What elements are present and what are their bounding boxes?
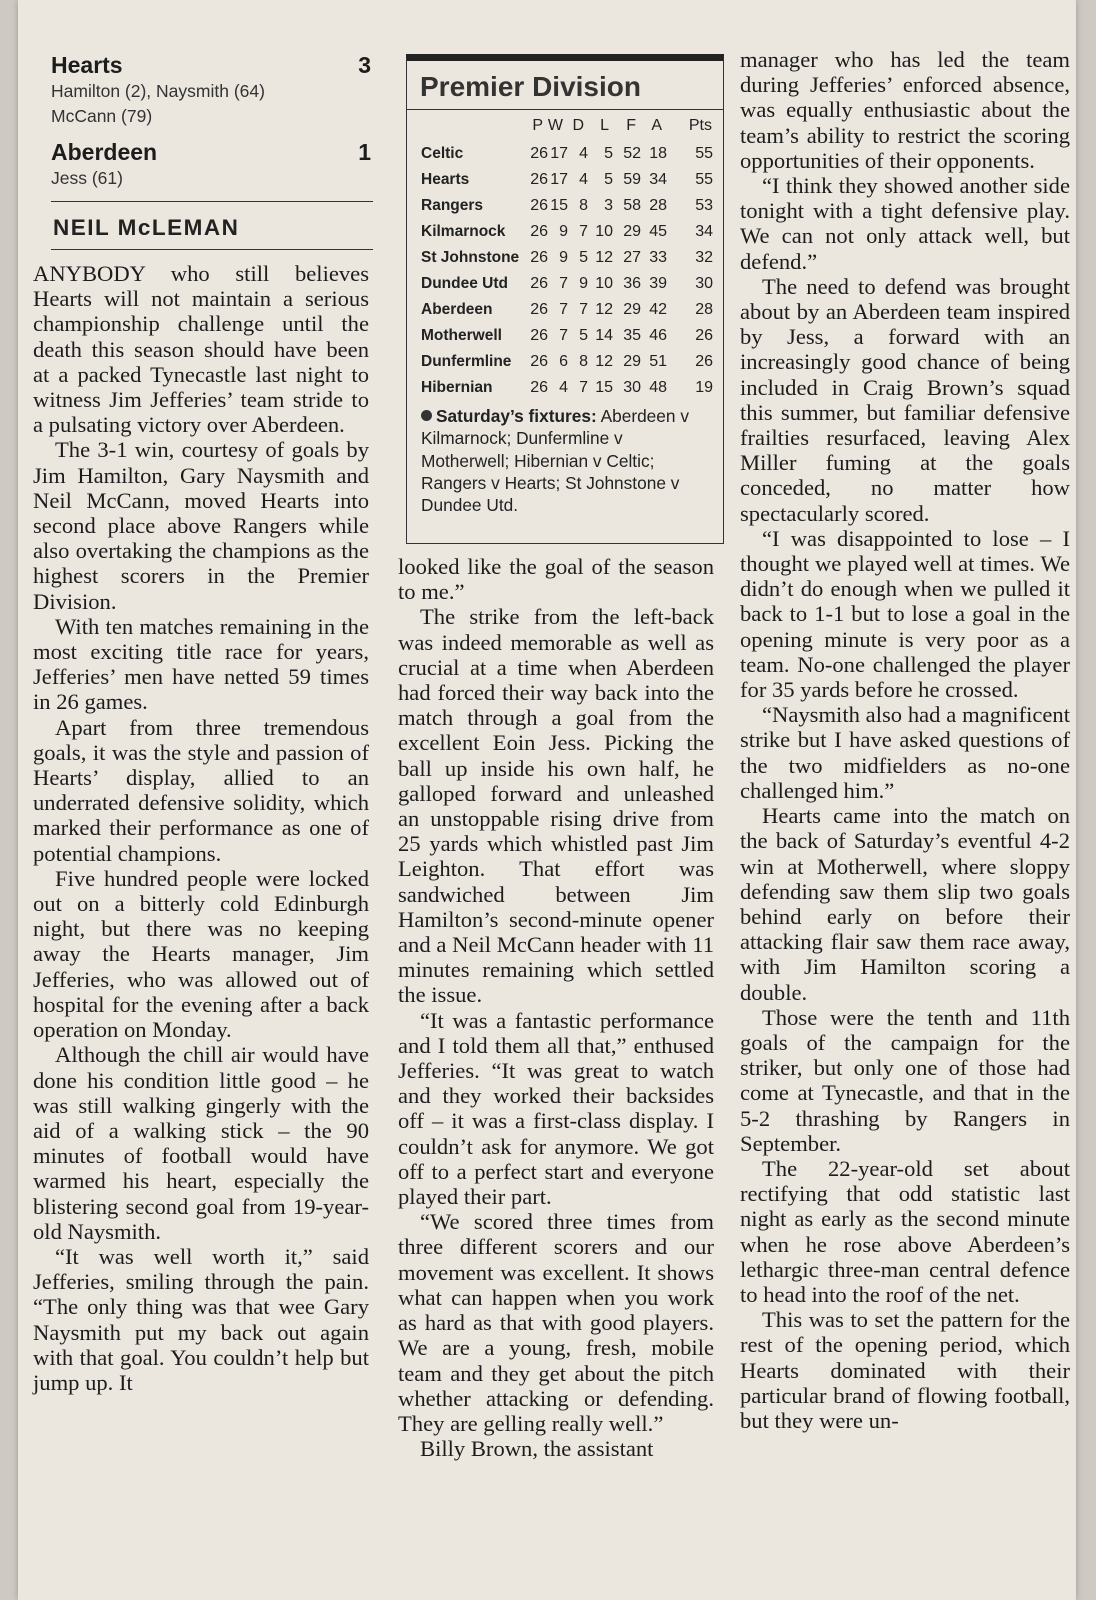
cell-l: 12 (595, 249, 613, 266)
away-score: 1 (358, 139, 371, 165)
cell-p: 26 (530, 275, 548, 292)
article-column-1 (33, 261, 369, 1395)
paragraph: The need to defend was brought about by an Aberdeen team inspired by Jess, a forward with an increasingly good chance of being included in Craig Brown’s squad this summer, but familiar defensive frailties resurfaced, leaving Alex Miller fuming at the goals conceded, no matter how spectacularly scored. (740, 273, 1070, 526)
away-scorers: Jess (61) (51, 168, 123, 188)
cell-d: 4 (579, 171, 588, 188)
table-row (407, 223, 725, 245)
paragraph: “I was disappointed to lose – I thought we played well at times. We didn’t do enough when we pulled it back to 1-1 but to lose a goal in the opening minute is very poor as a team. No-one challenged the player for 35 yards before he crossed. (740, 525, 1070, 703)
cell-pts: 26 (695, 353, 713, 370)
fixtures-label: Saturday’s fixtures: (436, 406, 597, 426)
byline: NEIL McLEMAN (53, 215, 240, 240)
cell-pts: 19 (695, 379, 713, 396)
cell-a: 46 (649, 327, 667, 344)
cell-w: 15 (550, 197, 568, 214)
cell-l: 12 (595, 353, 613, 370)
paragraph: With ten matches remaining in the most exciting title race for years, Jefferies’ men have netted 59 times in 26 games. (33, 613, 369, 715)
cell-a: 48 (649, 379, 667, 396)
paragraph: looked like the goal of the season to me.” (398, 554, 714, 605)
cell-l: 14 (595, 327, 613, 344)
paragraph: “I think they showed another side tonight with a tight defensive play. We can not only attack well, but defend.” (740, 173, 1070, 274)
cell-w: 4 (559, 379, 568, 396)
newspaper-clipping (18, 0, 1076, 1600)
home-team-line (51, 52, 373, 79)
paragraph: “We scored three times from three different scorers and our movement was excellent. It shows what can happen when you work as hard as that with good players. We are a young, fresh, mobile team and they get about the pitch whether attacking or defending. They are gelling really well.” (398, 1209, 714, 1436)
cell-a: 28 (649, 197, 667, 214)
paragraph: manager who has led the team during Jefferies’ enforced absence, was equally enthusiastic about the team’s ability to restrict the scoring opportunities of their opponents. (740, 47, 1070, 173)
header-w: W (547, 117, 563, 134)
league-table (406, 54, 724, 544)
cell-l: 3 (604, 197, 613, 214)
table-row (407, 171, 725, 193)
cell-d: 7 (579, 379, 588, 396)
club-name: St Johnstone (421, 249, 520, 266)
cell-a: 39 (649, 275, 667, 292)
paragraph: Although the chill air would have done his condition little good – he was still walking gingerly with the aid of a walking stick – the 90 minutes of football would have warmed his heart, especially the blistering second goal from 19-year-old Naysmith. (33, 1042, 369, 1244)
table-row (407, 145, 725, 167)
cell-a: 51 (649, 353, 667, 370)
cell-l: 10 (595, 223, 613, 240)
divider-bottom (51, 249, 373, 250)
cell-pts: 55 (695, 145, 713, 162)
table-row (407, 249, 725, 271)
cell-f: 58 (623, 197, 641, 214)
cell-f: 59 (623, 171, 641, 188)
cell-d: 5 (579, 249, 588, 266)
cell-l: 10 (595, 275, 613, 292)
paragraph: Apart from three tremendous goals, it was the style and passion of Hearts’ display, allied to an underrated defensive solidity, which marked their performance as one of potential champions. (33, 714, 369, 866)
paragraph: ANYBODY who still believes Hearts will not maintain a serious championship challenge until the death this season should have been at a packed Tynecastle last night to witness Jim Jefferies’ team stride to a pulsating victory over Aberdeen. (33, 261, 369, 438)
cell-pts: 32 (695, 249, 713, 266)
paragraph: The 3-1 win, courtesy of goals by Jim Hamilton, Gary Naysmith and Neil McCann, moved Hearts into second place above Rangers while also overtaking the champions as the highest scorers in the Premier Division. (33, 437, 369, 614)
fixtures-text: Aberdeen v Kilmarnock; Dunfermline v Motherwell; Hibernian v Celtic; Rangers v Hearts; St Johnstone v Dundee Utd. (421, 406, 689, 516)
paragraph: The 22-year-old set about rectifying that odd statistic last night as early as the second minute when he rose above Aberdeen’s lethargic three-man central defence to head into the roof of the net. (740, 1155, 1070, 1307)
cell-a: 34 (649, 171, 667, 188)
cell-d: 7 (579, 223, 588, 240)
club-name: Hibernian (421, 379, 493, 396)
paragraph: The strike from the left-back was indeed memorable as well as crucial at a time when Aberdeen had forced their way back into the match through a goal from the excellent Eoin Jess. Picking the ball up inside his own half, he galloped forward and unleashed an unstoppable rising drive from 25 yards which whistled past Jim Leighton. That effort was sandwiched between Jim Hamilton’s second-minute opener and a Neil McCann header with 11 minutes remaining which settled the issue. (398, 604, 714, 1008)
cell-d: 5 (579, 327, 588, 344)
cell-p: 26 (530, 171, 548, 188)
cell-w: 17 (550, 171, 568, 188)
table-row (407, 275, 725, 297)
paragraph: “It was a fantastic performance and I told them all that,” enthused Jefferies. “It was great to watch and they worked their backsides off – it was a first-class display. I couldn’t ask for anymore. We got off to a perfect start and everyone played their part. (398, 1007, 714, 1210)
table-row (407, 197, 725, 219)
cell-p: 26 (530, 145, 548, 162)
cell-pts: 26 (695, 327, 713, 344)
home-score: 3 (358, 52, 371, 78)
cell-a: 45 (649, 223, 667, 240)
header-pts: Pts (688, 117, 712, 134)
club-name: Aberdeen (421, 301, 493, 318)
header-l: L (600, 117, 609, 134)
cell-p: 26 (530, 379, 548, 396)
club-name: Hearts (421, 171, 470, 188)
cell-l: 5 (604, 171, 613, 188)
cell-f: 52 (623, 145, 641, 162)
club-name: Rangers (421, 197, 484, 214)
cell-d: 9 (579, 275, 588, 292)
cell-pts: 53 (695, 197, 713, 214)
away-result (51, 139, 373, 191)
cell-p: 26 (530, 327, 548, 344)
cell-p: 26 (530, 223, 548, 240)
cell-d: 7 (579, 301, 588, 318)
cell-p: 26 (530, 197, 548, 214)
table-row (407, 301, 725, 323)
cell-w: 9 (559, 249, 568, 266)
paragraph: Billy Brown, the assistant (420, 1436, 654, 1462)
divider-top (51, 201, 373, 202)
cell-f: 29 (623, 301, 641, 318)
cell-pts: 55 (695, 171, 713, 188)
cell-w: 17 (550, 145, 568, 162)
cell-pts: 30 (695, 275, 713, 292)
paragraph: Those were the tenth and 11th goals of the campaign for the striker, but only one of those had come at Tynecastle, and that in the 5-2 thrashing by Rangers in September. (740, 1004, 1070, 1156)
club-name: Celtic (421, 145, 464, 162)
cell-pts: 28 (695, 301, 713, 318)
club-name: Dundee Utd (421, 275, 508, 292)
club-name: Dunfermline (421, 353, 512, 370)
home-scorers-2: McCann (79) (51, 106, 153, 126)
table-title-rule (407, 109, 723, 110)
cell-w: 7 (559, 327, 568, 344)
paragraph: Five hundred people were locked out on a bitterly cold Edinburgh night, but there was no keeping away the Hearts manager, Jim Jefferies, who was allowed out of hospital for the evening after a back operation on Monday. (33, 865, 369, 1043)
header-f: F (626, 117, 636, 134)
cell-f: 29 (623, 223, 641, 240)
cell-a: 33 (649, 249, 667, 266)
cell-l: 5 (604, 145, 613, 162)
article-column-3 (740, 47, 1070, 1433)
cell-f: 27 (623, 249, 641, 266)
fixtures-note (421, 405, 715, 516)
club-name: Motherwell (421, 327, 502, 344)
bullet-icon (421, 410, 432, 421)
home-scorers-1: Hamilton (2), Naysmith (64) (51, 81, 265, 101)
header-a: A (651, 117, 662, 134)
cell-l: 15 (595, 379, 613, 396)
paragraph: Hearts came into the match on the back of Saturday’s eventful 4-2 win at Motherwell, where sloppy defending saw them slip two goals behind early on before their attacking flair saw them race away, with Jim Hamilton scoring a double. (740, 803, 1070, 1005)
club-name: Kilmarnock (421, 223, 506, 240)
article-column-2 (398, 554, 714, 1461)
cell-p: 26 (530, 353, 548, 370)
away-team-line (51, 139, 373, 166)
header-p: P (532, 117, 543, 134)
table-row (407, 353, 725, 375)
cell-f: 29 (623, 353, 641, 370)
table-row (407, 327, 725, 349)
cell-p: 26 (530, 249, 548, 266)
table-title: Premier Division (420, 71, 641, 102)
home-result (51, 52, 373, 129)
cell-f: 36 (623, 275, 641, 292)
header-d: D (572, 117, 584, 134)
cell-f: 35 (623, 327, 641, 344)
cell-d: 8 (579, 353, 588, 370)
paragraph: “Naysmith also had a magnificent strike but I have asked questions of the two midfielders as no-one challenged him.” (740, 702, 1070, 803)
home-team: Hearts (51, 52, 123, 78)
cell-f: 30 (623, 379, 641, 396)
cell-a: 18 (649, 145, 667, 162)
paragraph: This was to set the pattern for the rest of the opening period, which Hearts dominated with their particular brand of flowing football, but they were un- (740, 1307, 1070, 1433)
cell-d: 4 (579, 145, 588, 162)
away-team: Aberdeen (51, 139, 158, 165)
paragraph: “It was well worth it,” said Jefferies, smiling through the pain. “The only thing was that wee Gary Naysmith put my back out again with that goal. You couldn’t help but jump up. It (33, 1243, 369, 1395)
cell-w: 6 (559, 353, 568, 370)
cell-w: 7 (559, 301, 568, 318)
cell-p: 26 (530, 301, 548, 318)
cell-l: 12 (595, 301, 613, 318)
table-row (407, 379, 725, 401)
cell-d: 8 (579, 197, 588, 214)
cell-w: 7 (559, 275, 568, 292)
table-header (407, 117, 725, 139)
cell-a: 42 (649, 301, 667, 318)
cell-w: 9 (559, 223, 568, 240)
cell-pts: 34 (695, 223, 713, 240)
